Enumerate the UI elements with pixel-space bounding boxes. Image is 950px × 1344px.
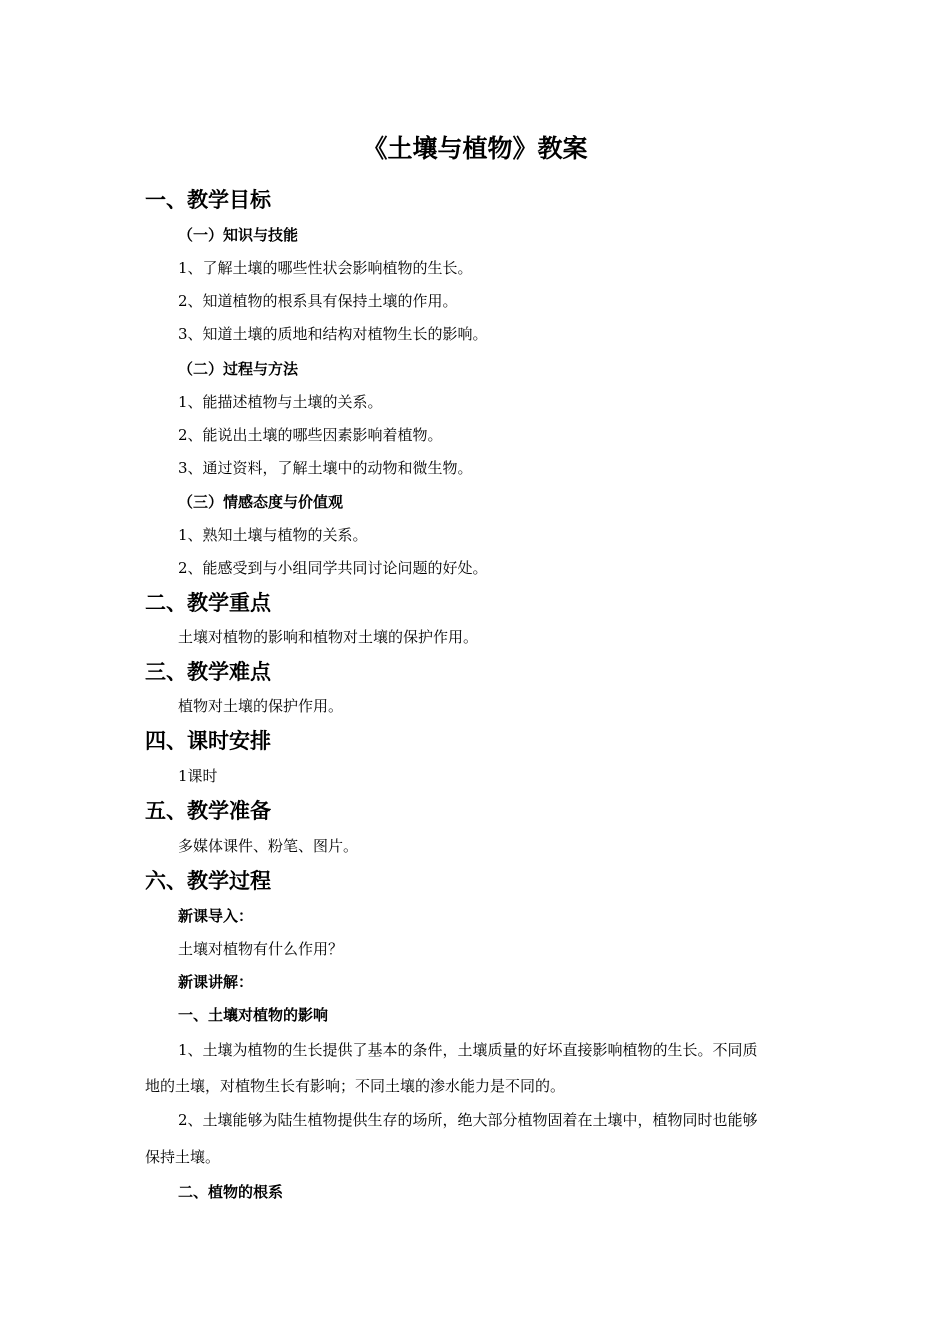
schedule-text: 1课时 [178,767,218,785]
part2-heading: 二、植物的根系 [178,1183,284,1201]
subheading-attitudes-values: （三）情感态度与价值观 [178,493,344,511]
part1-paragraph1-line2: 地的土壤，对植物生长有影响；不同土壤的渗水能力是不同的。 [145,1077,566,1095]
objective-item: 2、能感受到与小组同学共同讨论问题的好处。 [178,559,488,577]
section-heading-key-points: 二、教学重点 [145,591,271,615]
objective-item: 1、熟知土壤与植物的关系。 [178,526,368,544]
part1-paragraph2-line2: 保持土壤。 [145,1148,221,1166]
part1-paragraph2-line1: 2、土壤能够为陆生植物提供生存的场所，绝大部分植物固着在土壤中，植物同时也能够 [178,1111,758,1129]
objective-item: 2、知道植物的根系具有保持土壤的作用。 [178,292,458,310]
objective-item: 3、通过资料，了解土壤中的动物和微生物。 [178,459,473,477]
preparation-text: 多媒体课件、粉笔、图片。 [178,837,359,855]
section-heading-process: 六、教学过程 [145,869,271,893]
subheading-process-methods: （二）过程与方法 [178,360,299,378]
part1-heading: 一、土壤对植物的影响 [178,1006,329,1024]
section-heading-schedule: 四、课时安排 [145,729,271,753]
intro-text: 土壤对植物有什么作用？ [178,940,344,958]
lecture-label: 新课讲解： [178,973,254,991]
objective-item: 1、能描述植物与土壤的关系。 [178,393,383,411]
subheading-knowledge-skills: （一）知识与技能 [178,226,299,244]
objective-item: 2、能说出土壤的哪些因素影响着植物。 [178,426,443,444]
objective-item: 1、了解土壤的哪些性状会影响植物的生长。 [178,259,473,277]
difficulties-text: 植物对土壤的保护作用。 [178,697,344,715]
section-heading-difficulties: 三、教学难点 [145,660,271,684]
objective-item: 3、知道土壤的质地和结构对植物生长的影响。 [178,325,488,343]
section-heading-objectives: 一、教学目标 [145,188,271,212]
document-title: 《土壤与植物》教案 [362,134,588,163]
intro-label: 新课导入： [178,907,254,925]
part1-paragraph1-line1: 1、土壤为植物的生长提供了基本的条件，土壤质量的好坏直接影响植物的生长。不同质 [178,1041,758,1059]
section-heading-preparation: 五、教学准备 [145,799,271,823]
key-points-text: 土壤对植物的影响和植物对土壤的保护作用。 [178,628,479,646]
